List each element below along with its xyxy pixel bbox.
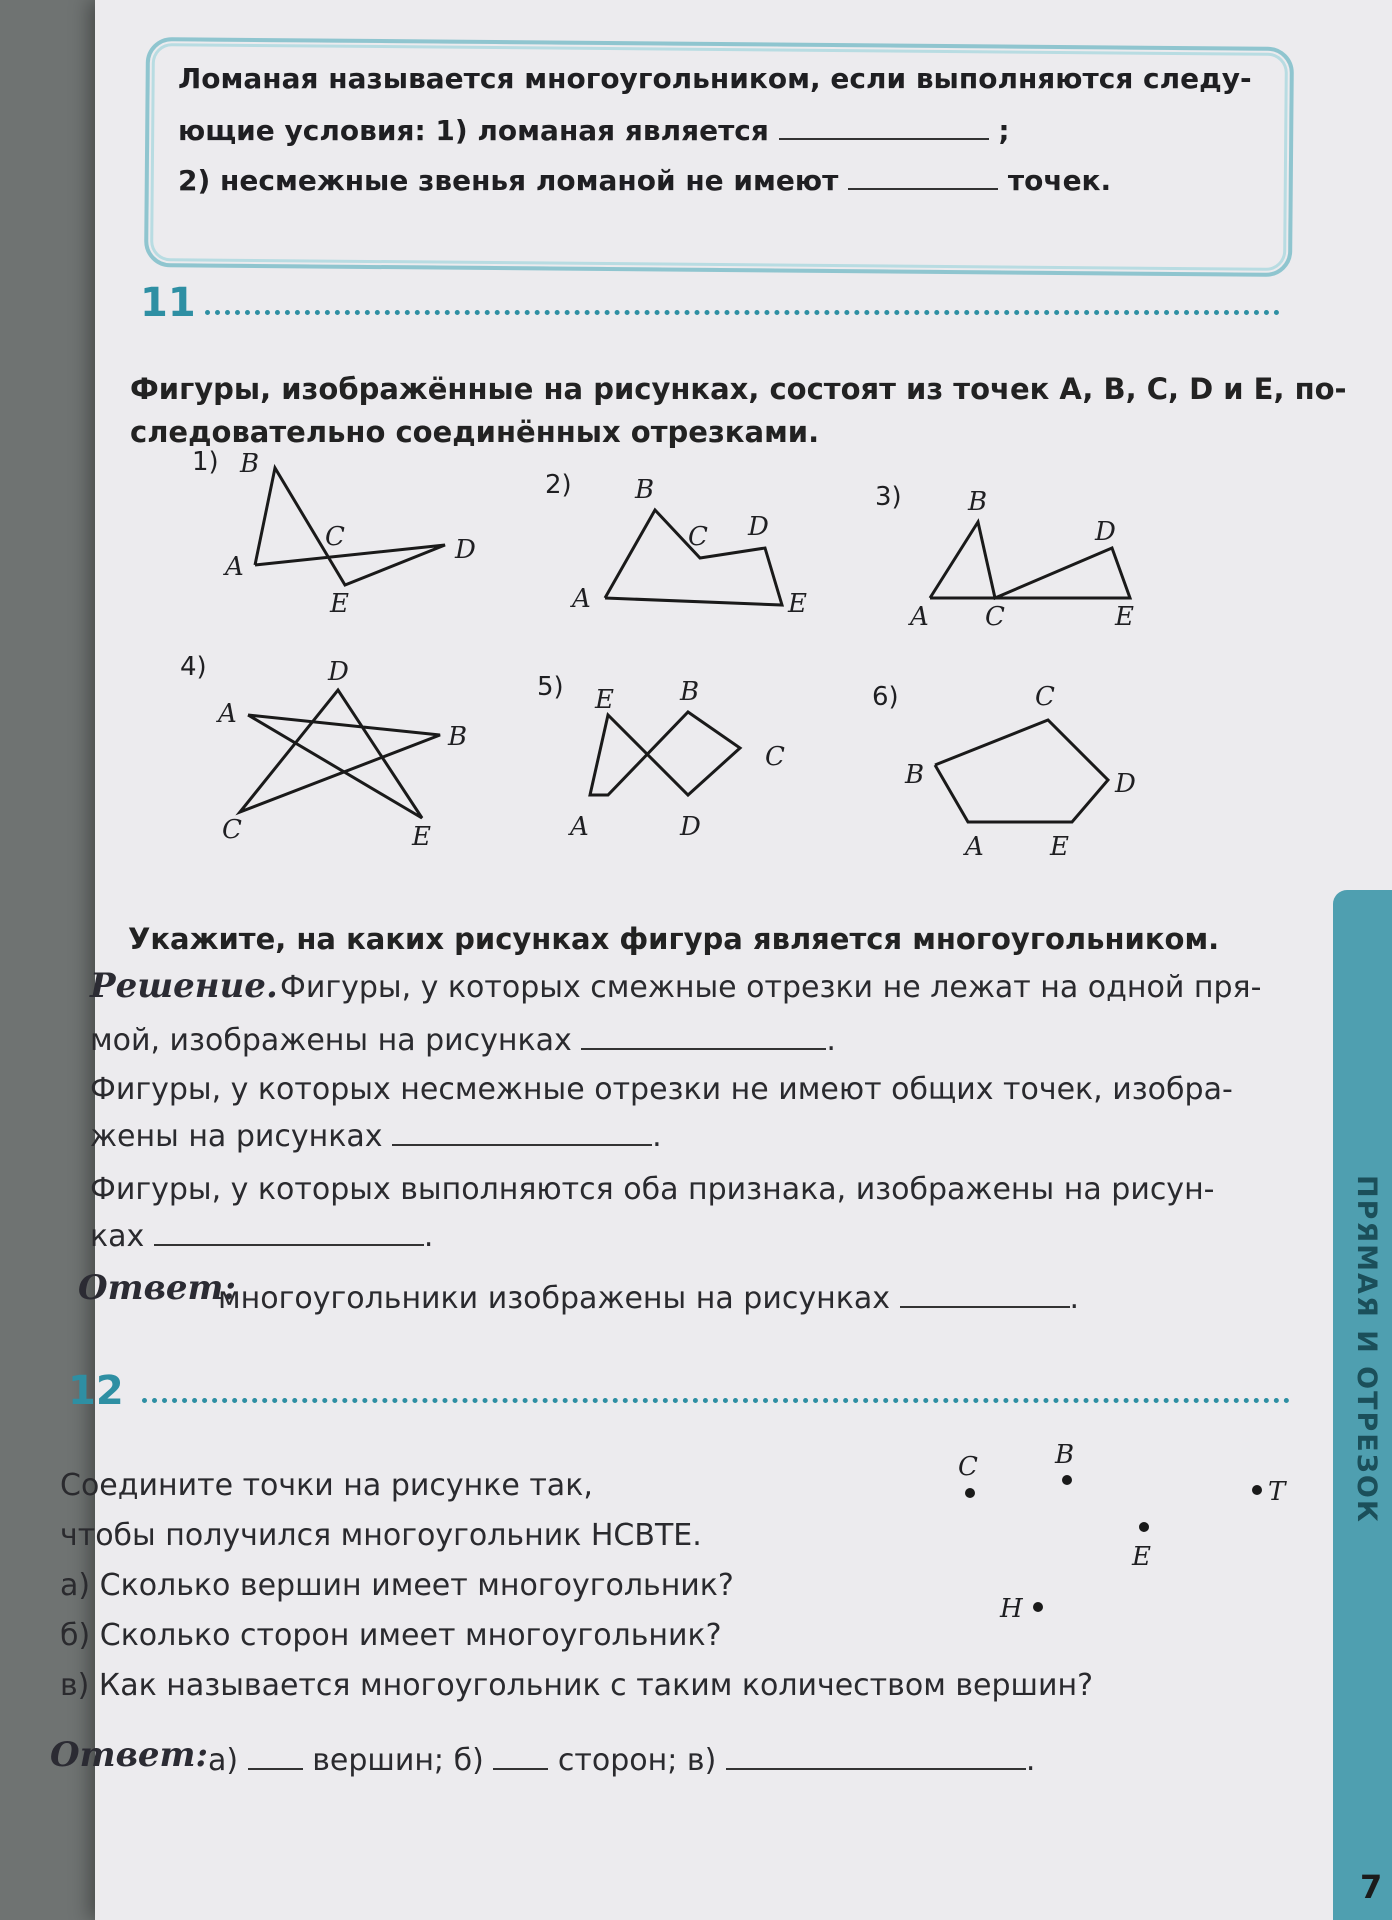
fig5-label-C: C (765, 742, 785, 772)
fig1-label-E: E (330, 589, 349, 619)
task-12-line-2: чтобы получился многоугольник HCBTE. (60, 1518, 702, 1553)
fig1-label-D: D (455, 535, 476, 565)
page-number: 7 (1360, 1868, 1383, 1906)
fig2-label-D: D (748, 512, 769, 542)
fig4-label-D: D (328, 657, 349, 687)
rule-line-2-end: ; (998, 114, 1010, 147)
fig3-label-C: C (985, 602, 1005, 632)
fig2-label-A: A (572, 584, 591, 614)
fig2-label-C: C (688, 522, 708, 552)
point-B[interactable] (1062, 1475, 1072, 1485)
figure-5-number: 5) (537, 672, 564, 702)
point-B-label: B (1055, 1440, 1075, 1470)
solution-line-1: Фигуры, у которых смежные отрезки не лежат на одной пря- (280, 970, 1262, 1005)
answer-12-a-unit: вершин; (312, 1743, 445, 1778)
solution-line-4-text: жены на рисунках (90, 1119, 383, 1154)
fig5-label-E: E (595, 685, 614, 715)
fig5-label-D: D (680, 812, 701, 842)
answer-12-a-blank[interactable] (248, 1742, 303, 1770)
fig4-label-E: E (412, 822, 431, 852)
fig3-label-E: E (1115, 602, 1134, 632)
point-T-label: T (1268, 1477, 1286, 1507)
figure-4-number: 4) (180, 652, 207, 682)
task-12-question-b: б) Сколько сторон имеет многоугольник? (60, 1618, 722, 1653)
fig2-label-B: B (635, 475, 655, 505)
fig6-label-D: D (1115, 769, 1136, 799)
task-12-question-a: а) Сколько вершин имеет многоугольник? (60, 1568, 734, 1603)
fig4-label-C: C (222, 815, 242, 845)
fig3-label-D: D (1095, 517, 1116, 547)
fig3-label-B: B (968, 487, 988, 517)
rule-line-1: Ломаная называется многоугольником, если выполняются следу- (178, 62, 1252, 95)
answer-12-period: . (1025, 1743, 1036, 1778)
solution-line-6-text: ках (90, 1219, 145, 1254)
figure-6-number: 6) (872, 682, 899, 712)
fig6-label-B: B (905, 760, 925, 790)
task-12-number: 12 (68, 1368, 124, 1414)
fig3-label-A: A (910, 602, 929, 632)
fig6-label-C: C (1035, 682, 1055, 712)
answer-12-b: б) (453, 1743, 484, 1778)
rule-line-3-end: точек. (1007, 164, 1112, 197)
solution-label: Решение. (90, 966, 278, 1006)
answer-line-12 (208, 1742, 1035, 1778)
fig6-label-E: E (1050, 832, 1069, 862)
answer-12-b-unit: сторон; (557, 1743, 678, 1778)
solution-line-3: Фигуры, у которых несмежные отрезки не имеют общих точек, изобра- (90, 1072, 1233, 1107)
point-E[interactable] (1139, 1522, 1149, 1532)
answer-text-11: многоугольники изображены на рисунках (218, 1281, 890, 1316)
fig5-label-B: B (680, 677, 700, 707)
task-12-question-c: в) Как называется многоугольник с таким количеством вершин? (60, 1668, 1094, 1703)
section-tab-label: ПРЯМАЯ И ОТРЕЗОК (1351, 1175, 1382, 1524)
answer-label-11: Ответ: (78, 1268, 237, 1308)
rule-line-2-text: ющие условия: 1) ломаная является (178, 114, 769, 147)
answer-12-c: в) (686, 1743, 717, 1778)
point-H-label: H (1000, 1594, 1023, 1624)
answer-11-period: . (1069, 1281, 1080, 1316)
point-H[interactable] (1033, 1602, 1043, 1612)
figure-3-number: 3) (875, 482, 902, 512)
figure-1-number: 1) (192, 447, 219, 477)
answer-12-c-blank[interactable] (726, 1742, 1026, 1770)
solution-line-4-period: . (652, 1119, 662, 1154)
task-11-intro-2: следовательно соединённых отрезками. (130, 415, 820, 449)
answer-12-b-blank[interactable] (493, 1742, 548, 1770)
fig2-label-E: E (788, 589, 807, 619)
task-11-question: Укажите, на каких рисунках фигура является многоугольником. (128, 922, 1220, 956)
point-T[interactable] (1252, 1485, 1262, 1495)
answer-label-12: Ответ: (50, 1735, 209, 1775)
fig6-label-A: A (965, 832, 984, 862)
fig1-label-A: A (225, 552, 244, 582)
solution-line-2-text: мой, изображены на рисунках (90, 1023, 572, 1058)
point-E-label: E (1132, 1542, 1151, 1572)
task-11-number: 11 (140, 280, 196, 326)
point-C[interactable] (965, 1488, 975, 1498)
figure-2-number: 2) (545, 470, 572, 500)
answer-12-a: а) (208, 1743, 239, 1778)
fig1-label-C: C (325, 522, 345, 552)
fig1-label-B: B (240, 449, 260, 479)
point-C-label: C (958, 1452, 978, 1482)
rule-line-3-text: 2) несмежные звенья ломаной не имеют (178, 164, 839, 197)
task-12-line-1: Соедините точки на рисунке так, (60, 1468, 593, 1503)
solution-line-5: Фигуры, у которых выполняются оба признака, изображены на рисун- (90, 1172, 1215, 1207)
solution-line-6-period: . (423, 1219, 434, 1254)
solution-line-2-period: . (826, 1023, 836, 1058)
fig4-label-B: B (448, 722, 468, 752)
fig5-label-A: A (570, 812, 589, 842)
task-11-intro-1: Фигуры, изображённые на рисунках, состоят из точек A, B, C, D и E, по- (130, 372, 1347, 406)
fig4-label-A: A (218, 699, 237, 729)
